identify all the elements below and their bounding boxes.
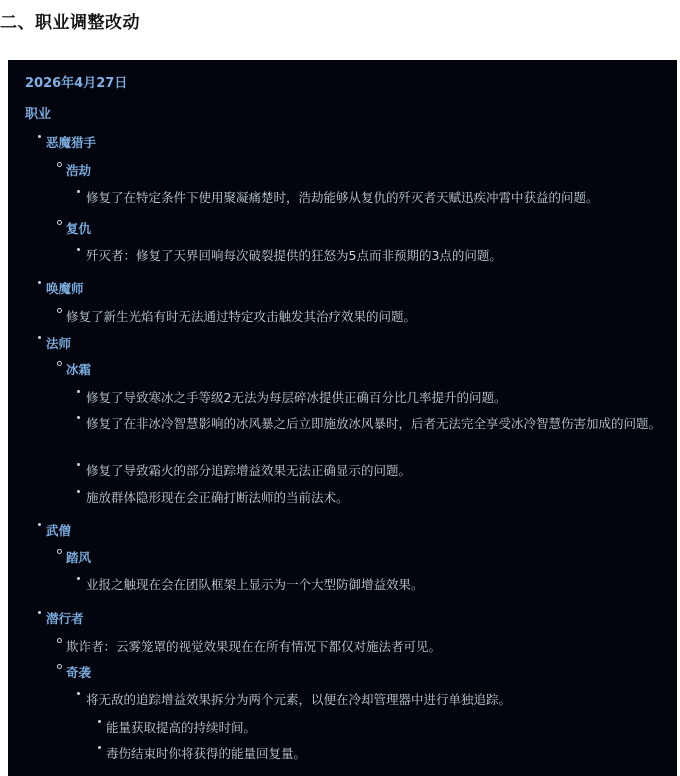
bullet-icon <box>57 361 62 366</box>
spec-label: 浩劫 <box>66 163 92 178</box>
bullet-icon <box>77 248 80 251</box>
bullet-icon <box>38 523 41 526</box>
bullet-icon <box>77 390 80 393</box>
note-text: 能量获取提高的持续时间。 <box>106 720 257 735</box>
note-text: 将无敌的追踪增益效果拆分为两个元素，以便在冷却管理器中进行单独追踪。 <box>86 692 512 707</box>
note-text: 修复了在特定条件下使用聚凝痛楚时，浩劫能够从复仇的歼灭者天赋迅疾冲霄中获益的问题。 <box>86 190 599 205</box>
bullet-icon <box>77 416 80 419</box>
note-text: 修复了导致霜火的部分追踪增益效果无法正确显示的问题。 <box>86 463 412 478</box>
bullet-icon <box>57 549 62 554</box>
class-label: 唤魔师 <box>46 281 84 296</box>
note-text: 业报之触现在会在团队框架上显示为一个大型防御增益效果。 <box>86 577 424 592</box>
note-text: 毒伤结束时你将获得的能量回复量。 <box>106 746 307 761</box>
note-text: 欺诈者：云雾笼罩的视觉效果现在在所有情况下都仅对施法者可见。 <box>66 639 442 654</box>
patch-date: 2026年4月27日 <box>25 76 128 91</box>
note-text: 修复了导致寒冰之手等级2无法为每层碎冰提供正确百分比几率提升的问题。 <box>86 390 507 405</box>
bullet-icon <box>98 746 101 749</box>
patch-notes-panel <box>8 60 677 776</box>
spec-label: 复仇 <box>66 221 92 236</box>
bullet-icon <box>77 692 80 695</box>
bullet-icon <box>77 463 80 466</box>
class-label: 武僧 <box>46 523 72 538</box>
spec-label: 奇袭 <box>66 665 92 680</box>
class-label: 潜行者 <box>46 611 84 626</box>
note-text: 施放群体隐形现在会正确打断法师的当前法术。 <box>86 490 349 505</box>
bullet-icon <box>38 135 41 138</box>
note-text: 修复了在非冰冷智慧影响的冰风暴之后立即施放冰风暴时，后者无法完全享受冰冷智慧伤害加成的问题。 <box>86 416 662 431</box>
class-label: 恶魔猎手 <box>46 135 97 150</box>
bullet-icon <box>38 611 41 614</box>
spec-label: 踏风 <box>66 550 92 565</box>
bullet-icon <box>57 638 62 643</box>
section-heading: 二、职业调整改动 <box>0 13 140 33</box>
bullet-icon <box>38 336 41 339</box>
bullet-icon <box>77 577 80 580</box>
bullet-icon <box>77 190 80 193</box>
bullet-icon <box>57 220 62 225</box>
bullet-icon <box>77 490 80 493</box>
category-heading: 职业 <box>25 107 52 122</box>
class-label: 法师 <box>46 336 72 351</box>
bullet-icon <box>57 664 62 669</box>
spec-label: 冰霜 <box>66 362 92 377</box>
bullet-icon <box>57 162 62 167</box>
bullet-icon <box>57 308 62 313</box>
note-text: 修复了新生光焰有时无法通过特定攻击触发其治疗效果的问题。 <box>66 309 417 324</box>
bullet-icon <box>38 281 41 284</box>
bullet-icon <box>98 720 101 723</box>
note-text: 歼灭者：修复了天界回响每次破裂提供的狂怒为5点而非预期的3点的问题。 <box>86 248 502 263</box>
